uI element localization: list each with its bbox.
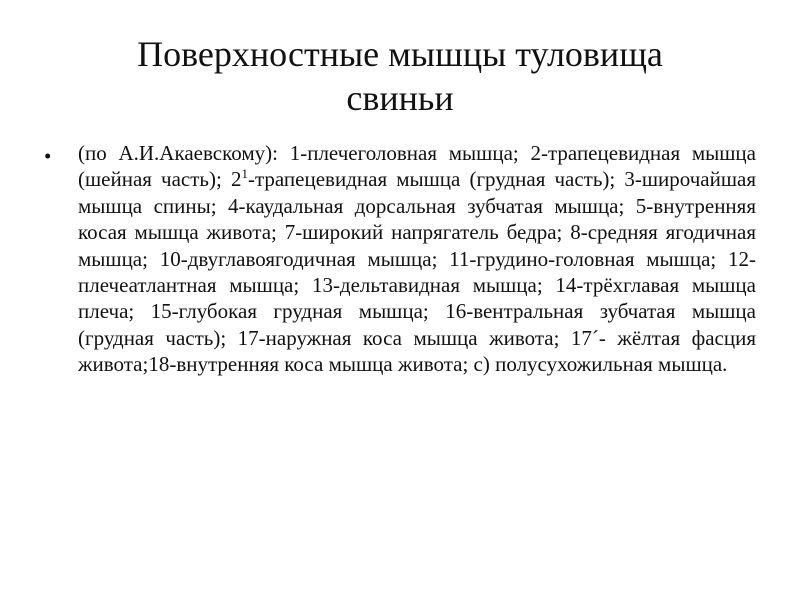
bullet-list	[44, 140, 756, 378]
superscript-1: 1	[241, 166, 248, 182]
list-item	[44, 140, 756, 378]
slide-title	[60, 32, 740, 120]
bullet-dot-icon: •	[44, 144, 52, 168]
slide-title-line-1: Поверхностные мышцы туловища	[137, 34, 663, 74]
body-text-part-1: (по А.И.Акаевскому): 1-плечеголовная мышца; 2-трапецевидная мышца (шейная часть); 2	[78, 141, 756, 192]
slide-title-line-2: свиньи	[346, 78, 454, 118]
body-text-part-2: -трапецевидная мышца (грудная часть); 3-широчайшая мышца спины; 4-каудальная дорсальная зубчатая мышца; 5-внутренняя косая мышца живота; 7-широкий напрягатель бедра; 8-средняя ягодичная мышца; 10-двуглавоягодичная мышца; 11-грудино-головная мышца; 12-плечеатлантная мышца; 13-дельтавидная мышца; 14-трёхглавая мышца плеча; 15-глубокая грудная мышца; 16-вентральная зубчатая мышца (грудная часть); 17-наружная коса мышца живота; 17´- жёлтая фасция живота;18-внутренняя коса мышца живота; с) полусухожильная мышца.	[78, 167, 756, 377]
